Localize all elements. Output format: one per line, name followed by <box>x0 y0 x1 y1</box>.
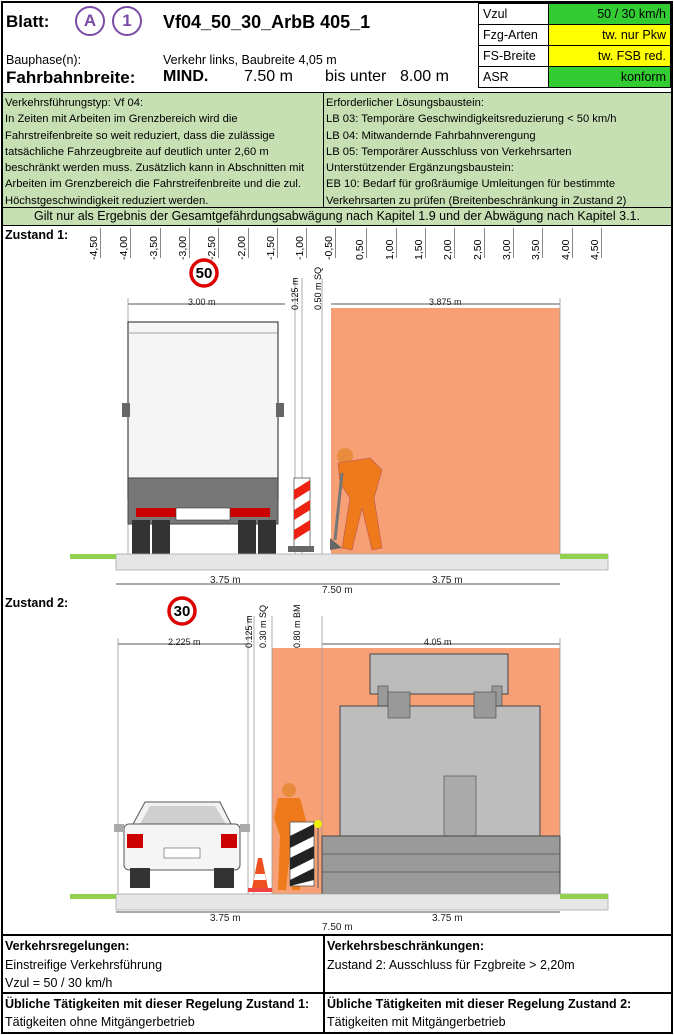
tick-line <box>189 228 190 258</box>
z2-dim-work: 4.05 m <box>424 637 452 647</box>
tick-line <box>542 228 543 258</box>
status-row-vzul <box>479 4 671 25</box>
fahrbahn-to: 8.00 m <box>400 68 449 85</box>
fahrbahn-bis: bis unter <box>325 68 387 85</box>
tick-line <box>513 228 514 258</box>
tick-label: -1,00 <box>294 236 306 260</box>
tick-line <box>335 228 336 258</box>
zustand2-diagram <box>0 596 674 926</box>
tick-line <box>306 228 307 258</box>
tick-label: 2,50 <box>472 239 484 260</box>
tick-label: -1,50 <box>265 236 277 260</box>
tick-line <box>484 228 485 258</box>
tick-line <box>248 228 249 258</box>
status-label: ASR <box>479 67 549 88</box>
status-table <box>478 3 671 88</box>
z1-dim-work: 3.875 m <box>429 297 462 307</box>
zustand2-label: Zustand 2: <box>5 596 69 610</box>
tick-label: -4,50 <box>88 236 100 260</box>
z1-dim-sq: 0.50 m SQ <box>313 266 323 310</box>
z1-dim-gap: 0.125 m <box>290 277 300 310</box>
notice-banner: Gilt nur als Ergebnis der Gesamtgefährdungsabwägung nach Kapitel 1.9 und der Abwägung nach Kapitel 3.1. <box>3 208 671 226</box>
info-line: LB 03: Temporäre Geschwindigkeitsreduzierung < 50 km/h <box>326 113 617 126</box>
status-label: Fzg-Arten <box>479 25 549 46</box>
tick-line <box>218 228 219 258</box>
tick-line <box>160 228 161 258</box>
z1-speed-value: 50 <box>195 265 213 282</box>
info-line: Höchstgeschwindigkeit reduziert werden. <box>5 194 209 207</box>
regelungen-line: Einstreifige Verkehrsführung <box>5 958 163 972</box>
z1-lane-left: 3.75 m <box>210 575 241 586</box>
beschraenkungen-line: Zustand 2: Ausschluss für Fzgbreite > 2,20m <box>327 958 575 972</box>
blatt-label: Blatt: <box>6 12 50 31</box>
info-line: beschränkt werden muss. Zusätzlich kann in Abschnitten mit <box>5 162 305 175</box>
taetigkeiten1-title: Übliche Tätigkeiten mit dieser Regelung Zustand 1: <box>5 997 310 1011</box>
status-label: Vzul <box>479 4 549 25</box>
info-line: Erforderlicher Lösungsbaustein: <box>326 97 484 109</box>
warning-barrier-icon <box>288 478 314 552</box>
tick-label: 2,00 <box>442 239 454 260</box>
info-line: Unterstützender Ergänzungsbaustein: <box>326 162 514 175</box>
taetigkeiten-section <box>3 992 671 1032</box>
status-row-fzg <box>479 25 671 46</box>
tick-label: 1,00 <box>384 239 396 260</box>
regelungen-section <box>3 934 671 994</box>
truck-icon <box>122 322 284 554</box>
beschraenkungen-title: Verkehrsbeschränkungen: <box>327 939 485 953</box>
status-label: FS-Breite <box>479 46 549 67</box>
tick-label: 3,00 <box>501 239 513 260</box>
phase-circle-a: A <box>75 6 105 36</box>
info-line: LB 04: Mitwandernde Fahrbahnverengung <box>326 129 536 142</box>
zustand1-label: Zustand 1: <box>5 228 69 242</box>
tick-label: 4,50 <box>589 239 601 260</box>
status-row-asr <box>479 67 671 88</box>
fahrbahn-label: Fahrbahnbreite: <box>6 68 136 87</box>
zustand1-diagram <box>0 258 674 598</box>
tick-line <box>572 228 573 258</box>
info-left <box>5 95 304 209</box>
tick-line <box>396 228 397 258</box>
tick-line <box>425 228 426 258</box>
info-line: LB 05: Temporärer Ausschluss von Verkehrsarten <box>326 145 572 158</box>
tick-line <box>601 228 602 258</box>
tick-label: 1,50 <box>413 239 425 260</box>
info-line: Verkehrsarten zu prüfen (Breitenbeschränkung in Zustand 2) <box>326 194 627 207</box>
tick-line <box>100 228 101 258</box>
z2-dim-bm: 0.80 m BM <box>292 604 302 648</box>
taetigkeiten1-value: Tätigkeiten ohne Mitgängerbetrieb <box>5 1015 195 1029</box>
info-line: tatsächliche Fahrzeugbreite auf deutlich unter 2,60 m <box>5 145 269 158</box>
tick-label: 4,00 <box>560 239 572 260</box>
tick-line <box>366 228 367 258</box>
z2-speed-value: 30 <box>173 603 191 620</box>
info-line: In Zeiten mit Arbeiten im Grenzbereich wird die <box>5 113 238 126</box>
z1-lane-right: 3.75 m <box>432 575 463 586</box>
z1-dim-vehicle: 3.00 m <box>188 297 216 307</box>
tick-line <box>454 228 455 258</box>
regelungen-title: Verkehrsregelungen: <box>5 939 130 953</box>
bauphase-label: Bauphase(n): <box>6 53 82 67</box>
info-divider <box>323 93 324 209</box>
tick-label: 3,50 <box>530 239 542 260</box>
taetigkeiten2-value: Tätigkeiten mit Mitgängerbetrieb <box>327 1015 506 1029</box>
status-value: tw. nur Pkw <box>549 25 671 46</box>
info-line: Fahrstreifenbreite so weit reduziert, dass die zulässige <box>5 129 275 142</box>
z2-dim-sq: 0.30 m SQ <box>258 604 268 648</box>
taetigkeiten2-title: Übliche Tätigkeiten mit dieser Regelung Zustand 2: <box>327 997 632 1011</box>
z2-total: 7.50 m <box>322 922 353 933</box>
info-line: EB 10: Bedarf für großräumige Umleitungen für bestimmte <box>326 178 616 191</box>
bauphase-value: Verkehr links, Baubreite 4,05 m <box>163 53 337 67</box>
tick-label: -3,50 <box>148 236 160 260</box>
tick-line <box>277 228 278 258</box>
tick-label: -2,50 <box>206 236 218 260</box>
fahrbahn-mind: MIND. <box>163 68 209 85</box>
info-line: Verkehrsführungstyp: Vf 04: <box>5 97 144 109</box>
z2-lane-right: 3.75 m <box>432 913 463 924</box>
tick-label: 0,50 <box>354 239 366 260</box>
car-icon <box>114 802 250 888</box>
info-right <box>326 95 626 209</box>
status-row-fs <box>479 46 671 67</box>
status-value: konform <box>549 67 671 88</box>
tick-label: -2,00 <box>236 236 248 260</box>
info-line: Arbeiten im Grenzbereich die Fahrstreifenbreite und die zul. <box>5 178 301 191</box>
z2-dim-vehicle: 2.225 m <box>168 637 201 647</box>
z2-dim-gap: 0.125 m <box>244 615 254 648</box>
regelungen-line: Vzul = 50 / 30 km/h <box>5 976 113 990</box>
phase-circle-1: 1 <box>112 6 142 36</box>
status-value: 50 / 30 km/h <box>549 4 671 25</box>
tick-label: -0,50 <box>323 236 335 260</box>
info-block <box>3 92 671 208</box>
fahrbahn-from: 7.50 m <box>244 68 293 85</box>
tick-label: -3,00 <box>177 236 189 260</box>
z2-lane-left: 3.75 m <box>210 913 241 924</box>
status-value: tw. FSB red. <box>549 46 671 67</box>
z1-total: 7.50 m <box>322 585 353 596</box>
traffic-cone-icon <box>248 858 272 892</box>
tick-label: -4,00 <box>118 236 130 260</box>
tick-line <box>130 228 131 258</box>
sheet-id: Vf04_50_30_ArbB 405_1 <box>163 12 371 32</box>
